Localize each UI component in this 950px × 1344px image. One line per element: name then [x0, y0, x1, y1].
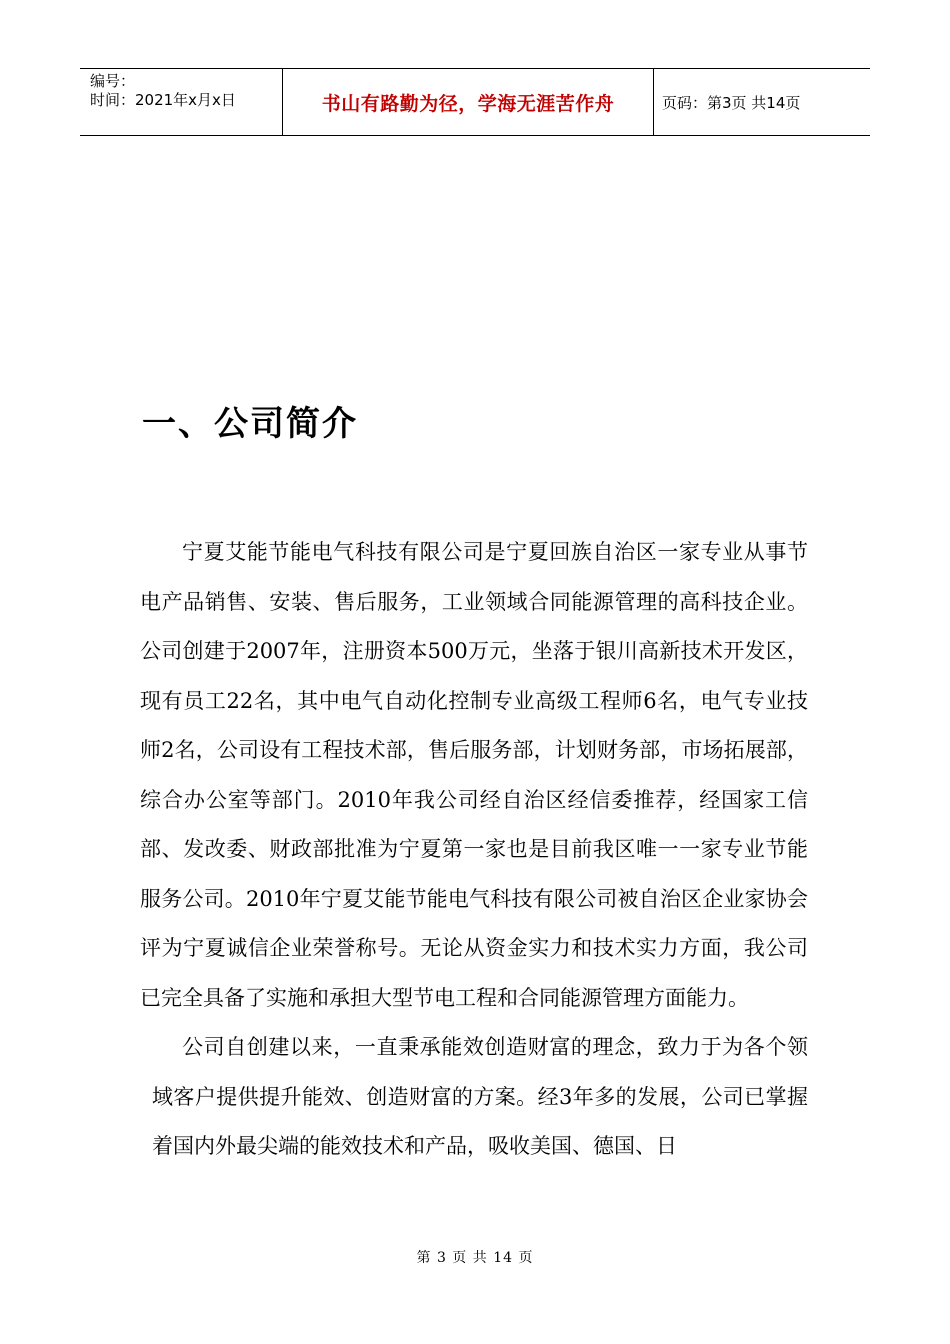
document-time: 时间：2021年x月x日 — [90, 91, 236, 109]
document-number-label: 编号： — [90, 72, 136, 90]
header-motto-cell — [282, 69, 654, 135]
section-title: 一、公司简介 — [142, 404, 358, 444]
header-meta — [80, 69, 282, 135]
paragraph: 公司自创建以来，一直秉承能效创造财富的理念，致力于为各个领域客户提供提升能效、创造财富的方案。经3年多的发展，公司已掌握着国内外最尖端的能效技术和产品，吸收美国、德国、日 — [152, 1035, 808, 1158]
page-header — [80, 68, 870, 136]
header-motto: 书山有路勤为径，学海无涯苦作舟 — [321, 92, 615, 115]
paragraph: 宁夏艾能节能电气科技有限公司是宁夏回族自治区一家专业从事节电产品销售、安装、售后服务，工业领域合同能源管理的高科技企业。公司创建于2007年，注册资本500万元，坐落于银川高新技术开发区，现有员工22名，其中电气自动化控制专业高级工程师6名，电气专业技师2名，公司设有工程技术部，售后服务部，计划财务部，市场拓展部，综合办公室等部门。2010年我公司经自治区经信委推荐，经国家工信部、发改委、财政部批准为宁夏第一家也是目前我区唯一一家专业节能服务公司。2010年宁夏艾能节能电气科技有限公司被自治区企业家协会评为宁夏诚信企业荣誉称号。无论从资金实力和技术实力方面，我公司已完全具备了实施和承担大型节电工程和合同能源管理方面能力。 — [140, 540, 808, 1010]
body-text — [140, 528, 808, 1172]
page-number-info: 页码：第3页 共14页 — [662, 93, 801, 112]
header-page-info — [654, 69, 870, 135]
page-footer: 第 3 页 共 14 页 — [416, 1250, 534, 1266]
